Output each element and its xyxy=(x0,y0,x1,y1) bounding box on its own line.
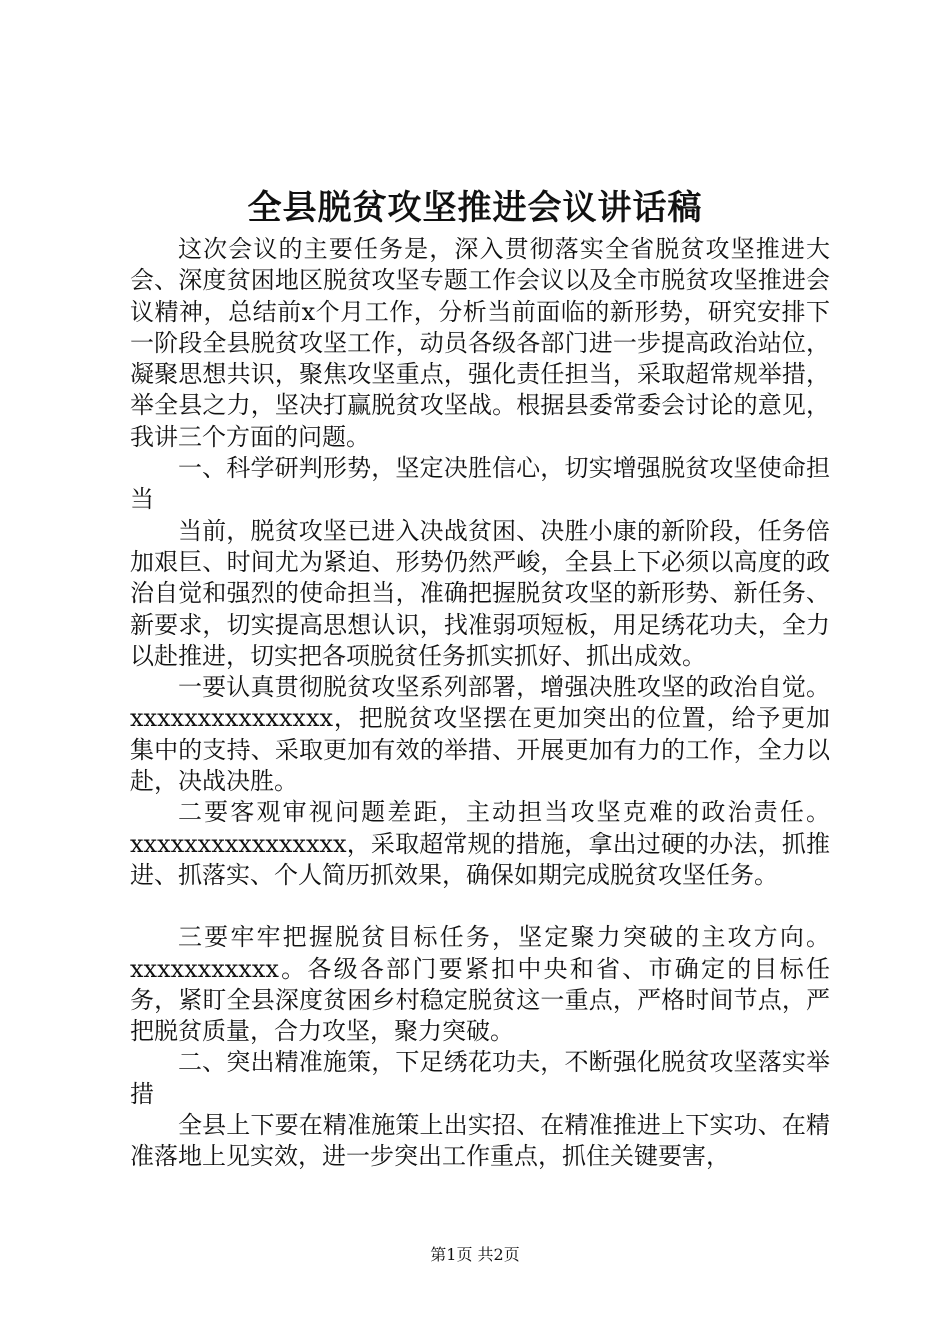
document-body xyxy=(130,234,830,1173)
paragraph-point-1: 一要认真贯彻脱贫攻坚系列部署，增强决胜攻坚的政治自觉。xxxxxxxxxxxxxxx，把脱贫攻坚摆在更加突出的位置，给予更加集中的支持、采取更加有效的举措、开展更加有力的工作，全力以赴，决战决胜。 xyxy=(130,673,830,796)
document-title: 全县脱贫攻坚推进会议讲话稿 xyxy=(247,188,703,228)
section-heading-2: 二、突出精准施策，下足绣花功夫，不断强化脱贫攻坚落实举措 xyxy=(130,1048,830,1108)
paragraph-intro: 这次会议的主要任务是，深入贯彻落实全省脱贫攻坚推进大会、深度贫困地区脱贫攻坚专题工作会议以及全市脱贫攻坚推进会议精神，总结前x个月工作，分析当前面临的新形势，研究安排下一阶段全县脱贫攻坚工作，动员各级各部门进一步提高政治站位，凝聚思想共识，聚焦攻坚重点，强化责任担当，采取超常规举措，举全县之力，坚决打赢脱贫攻坚战。根据县委常委会讨论的意见，我讲三个方面的问题。 xyxy=(130,235,830,451)
paragraph-point-3: 三要牢牢把握脱贫目标任务，坚定聚力突破的主攻方向。xxxxxxxxxxx。各级各部门要紧扣中央和省、市确定的目标任务，紧盯全县深度贫困乡村稳定脱贫这一重点，严格时间节点，严把脱贫质量，合力攻坚，聚力突破。 xyxy=(130,923,830,1046)
section-heading-1: 一、科学研判形势，坚定决胜信心，切实增强脱贫攻坚使命担当 xyxy=(130,454,830,514)
paragraph-point-2: 二要客观审视问题差距，主动担当攻坚克难的政治责任。xxxxxxxxxxxxxxxx，采取超常规的措施，拿出过硬的办法，抓推进、抓落实、个人简历抓效果，确保如期完成脱贫攻坚任务。 xyxy=(130,798,830,889)
page-number-footer: 第1页 共2页 xyxy=(430,1245,520,1264)
paragraph-current-situation: 当前，脱贫攻坚已进入决战贫困、决胜小康的新阶段，任务倍加艰巨、时间尤为紧迫、形势仍然严峻，全县上下必须以高度的政治自觉和强烈的使命担当，准确把握脱贫攻坚的新形势、新任务、新要求，切实提高思想认识，找准弱项短板，用足绣花功夫，全力以赴推进，切实把各项脱贫任务抓实抓好、抓出成效。 xyxy=(130,516,830,670)
paragraph-precision-measures: 全县上下要在精准施策上出实招、在精准推进上下实功、在精准落地上见实效，进一步突出工作重点，抓住关键要害， xyxy=(130,1111,830,1171)
